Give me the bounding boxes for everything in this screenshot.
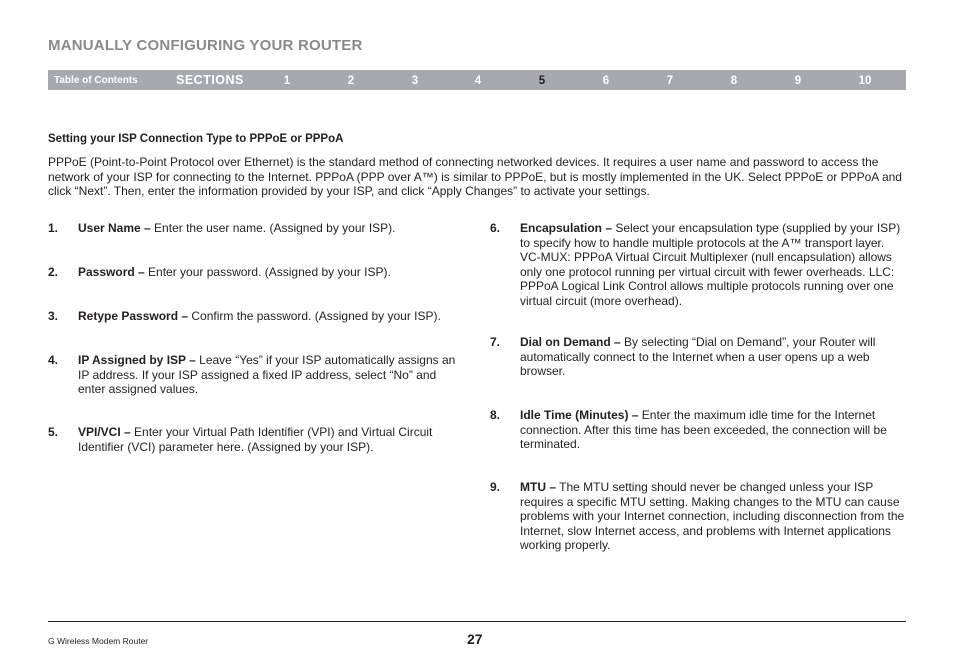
item-text: Enter your password. (Assigned by your ISP). — [144, 265, 391, 279]
section-link-1[interactable]: 1 — [283, 75, 291, 87]
item-number: 7. — [490, 335, 501, 349]
section-heading: Setting your ISP Connection Type to PPPoE or PPPoA — [48, 133, 344, 145]
item-number: 2. — [48, 265, 59, 279]
section-link-3[interactable]: 3 — [411, 75, 419, 87]
item-term: Encapsulation – — [520, 221, 613, 235]
item-text: Enter the user name. (Assigned by your ISP). — [150, 221, 396, 235]
section-link-4[interactable]: 4 — [474, 75, 482, 87]
section-link-7[interactable]: 7 — [666, 75, 674, 87]
item-term: Retype Password – — [78, 309, 189, 323]
footer-product-name: G Wireless Modem Router — [48, 636, 149, 646]
section-navbar — [48, 70, 906, 90]
item-number: 6. — [490, 221, 501, 235]
item-number: 5. — [48, 425, 59, 439]
item-term: MTU – — [520, 480, 556, 494]
section-link-8[interactable]: 8 — [730, 75, 738, 87]
item-number: 1. — [48, 221, 59, 235]
item-number: 8. — [490, 408, 501, 422]
item-text: Confirm the password. (Assigned by your ISP). — [188, 309, 441, 323]
sections-label: SECTIONS — [176, 73, 244, 87]
item-term: VPI/VCI – — [78, 425, 131, 439]
item-text: Enter your Virtual Path Identifier (VPI) and Virtual Circuit Identifier (VCI) parameter here. (Assigned by your ISP). — [78, 425, 433, 454]
table-of-contents-link[interactable]: Table of Contents — [54, 75, 138, 86]
section-link-9[interactable]: 9 — [794, 75, 802, 87]
page-header-title: MANUALLY CONFIGURING YOUR ROUTER — [48, 37, 363, 54]
item-term: Dial on Demand – — [520, 335, 621, 349]
item-number: 4. — [48, 353, 59, 367]
item-text: Leave “Yes” if your ISP automatically assigns an IP address. If your ISP assigned a fixed IP address, select “No” and enter assigned values. — [78, 353, 456, 397]
item-term: IP Assigned by ISP – — [78, 353, 196, 367]
item-number: 3. — [48, 309, 59, 323]
item-term: User Name – — [78, 221, 151, 235]
item-number: 9. — [490, 480, 501, 494]
section-link-6[interactable]: 6 — [602, 75, 610, 87]
item-term: Password – — [78, 265, 145, 279]
item-text: The MTU setting should never be changed unless your ISP requires a specific MTU setting. Making changes to the MTU can cause problems with your Internet connection, including disconnection from the Internet, slow Internet access, and problems with Internet applications working properly. — [520, 480, 905, 553]
page-number: 27 — [467, 631, 483, 647]
item-text: Enter the maximum idle time for the Internet connection. After this time has been exceeded, the connection will be terminated. — [520, 408, 887, 452]
item-text: By selecting “Dial on Demand”, your Router will automatically connect to the Internet when a user opens up a web browser. — [520, 335, 876, 379]
item-term: Idle Time (Minutes) – — [520, 408, 639, 422]
item-text: Select your encapsulation type (supplied by your ISP) to specify how to handle multiple protocols at the A™ transport layer. VC-MUX: PPPoA Virtual Circuit Multiplexer (null encapsulation) allows only one protocol running per virtual circuit with fewer overheads. LLC: PPPoA Logical Link Control allows multiple protocols running over one virtual circuit (more overhead). — [520, 221, 901, 308]
footer-divider — [48, 621, 906, 622]
intro-paragraph: PPPoE (Point-to-Point Protocol over Ethernet) is the standard method of connecting networked devices. It requires a user name and password to access the network of your ISP for connecting to the Internet. PPPoA (PPP over A™) is similar to PPPoE, but is mostly implemented in the UK. Select PPPoE or PPPoA and click “Next”. Then, enter the information provided by your ISP, and click “Apply Changes” to activate your settings. — [48, 155, 902, 199]
section-link-10[interactable]: 10 — [858, 75, 872, 87]
section-link-5[interactable]: 5 — [538, 75, 546, 87]
section-link-2[interactable]: 2 — [347, 75, 355, 87]
